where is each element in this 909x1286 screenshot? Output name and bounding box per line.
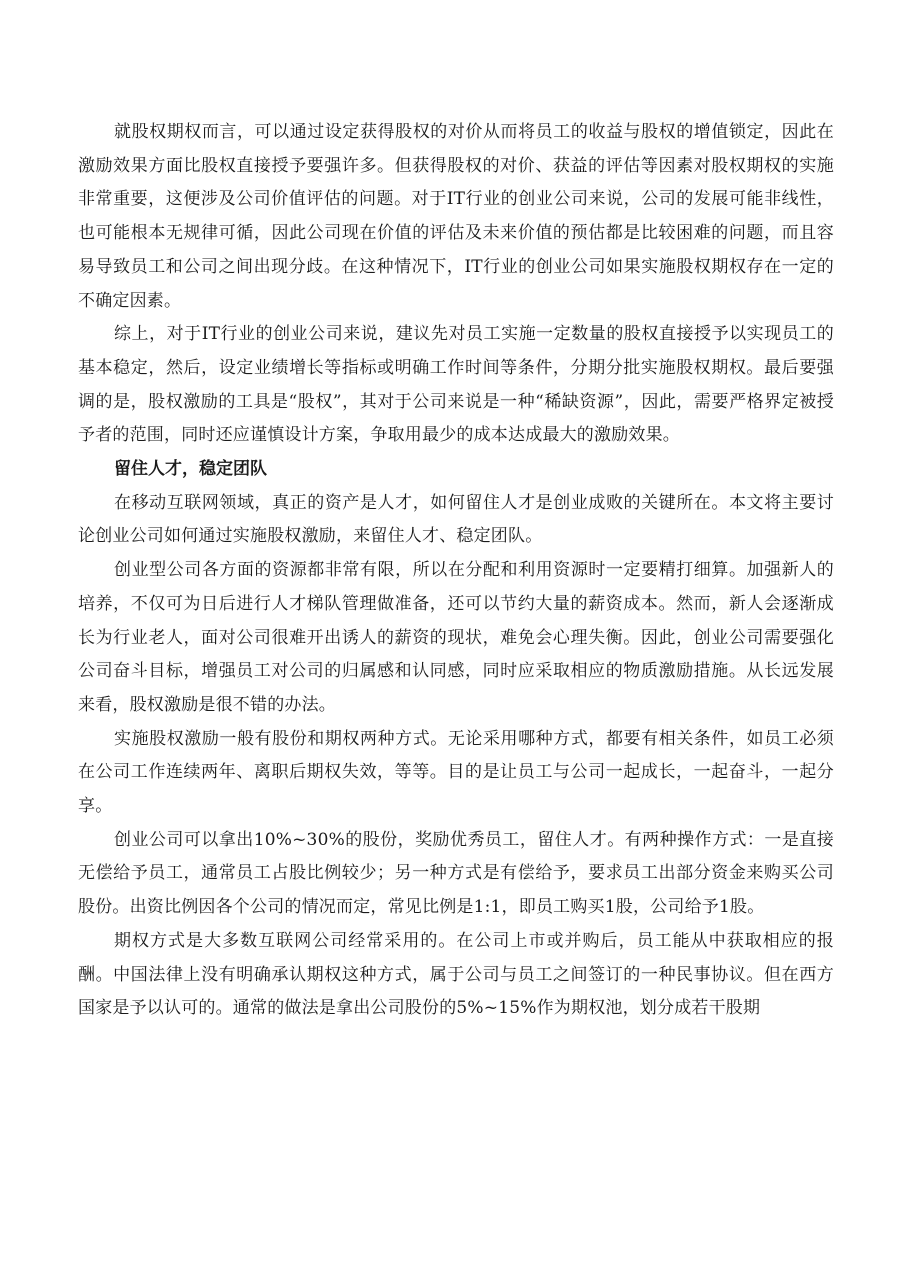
paragraph-incentive-methods: 实施股权激励一般有股份和期权两种方式。无论采用哪种方式，都要有相关条件，如员工必须在公司工作连续两年、离职后期权失效，等等。目的是让员工与公司一起成长，一起奋斗，一起分享。 (78, 728, 834, 817)
document-body (78, 116, 834, 1026)
paragraph-share-ratio: 创业公司可以拿出10%~30%的股份，奖励优秀员工，留住人才。有两种操作方式：一是直接无偿给予员工，通常员工占股比例较少；另一种方式是有偿给予，要求员工出部分资金来购买公司股份。出资比例因各个公司的情况而定，常见比例是1:1，即员工购买1股，公司给予1股。 (78, 829, 834, 918)
paragraph-summary-recommendation: 综上，对于IT行业的创业公司来说，建议先对员工实施一定数量的股权直接授予以实现员工的基本稳定，然后，设定业绩增长等指标或明确工作时间等条件，分期分批实施股权期权。最后要强调的是，股权激励的工具是“股权”，其对于公司来说是一种“稀缺资源”，因此，需要严格界定被授予者的范围，同时还应谨慎设计方案，争取用最少的成本达成最大的激励效果。 (78, 324, 834, 446)
paragraph-stock-option-analysis: 就股权期权而言，可以通过设定获得股权的对价从而将员工的收益与股权的增值锁定，因此在激励效果方面比股权直接授予要强许多。但获得股权的对价、获益的评估等因素对股权期权的实施非常重要，这便涉及公司价值评估的问题。对于IT行业的创业公司来说，公司的发展可能非线性，也可能根本无规律可循，因此公司现在价值的评估及未来价值的预估都是比较困难的问题，而且容易导致员工和公司之间出现分歧。在这种情况下，IT行业的创业公司如果实施股权期权存在一定的不确定因素。 (78, 122, 834, 311)
paragraph-startup-resources: 创业型公司各方面的资源都非常有限，所以在分配和利用资源时一定要精打细算。加强新人的培养，不仅可为日后进行人才梯队管理做准备，还可以节约大量的薪资成本。然而，新人会逐渐成长为行业老人，面对公司很难开出诱人的薪资的现状，难免会心理失衡。因此，创业公司需要强化公司奋斗目标，增强员工对公司的归属感和认同感，同时应采取相应的物质激励措施。从长远发展来看，股权激励是很不错的办法。 (78, 560, 834, 715)
paragraph-option-method: 期权方式是大多数互联网公司经常采用的。在公司上市或并购后，员工能从中获取相应的报酬。中国法律上没有明确承认期权这种方式，属于公司与员工之间签订的一种民事协议。但在西方国家是予以认可的。通常的做法是拿出公司股份的5%~15%作为期权池，划分成若干股期 (78, 930, 834, 1019)
section-heading: 留住人才，稳定团队 (114, 459, 267, 480)
paragraph-talent-intro: 在移动互联网领域，真正的资产是人才，如何留住人才是创业成败的关键所在。本文将主要讨论创业公司如何通过实施股权激励，来留住人才、稳定团队。 (78, 492, 834, 547)
